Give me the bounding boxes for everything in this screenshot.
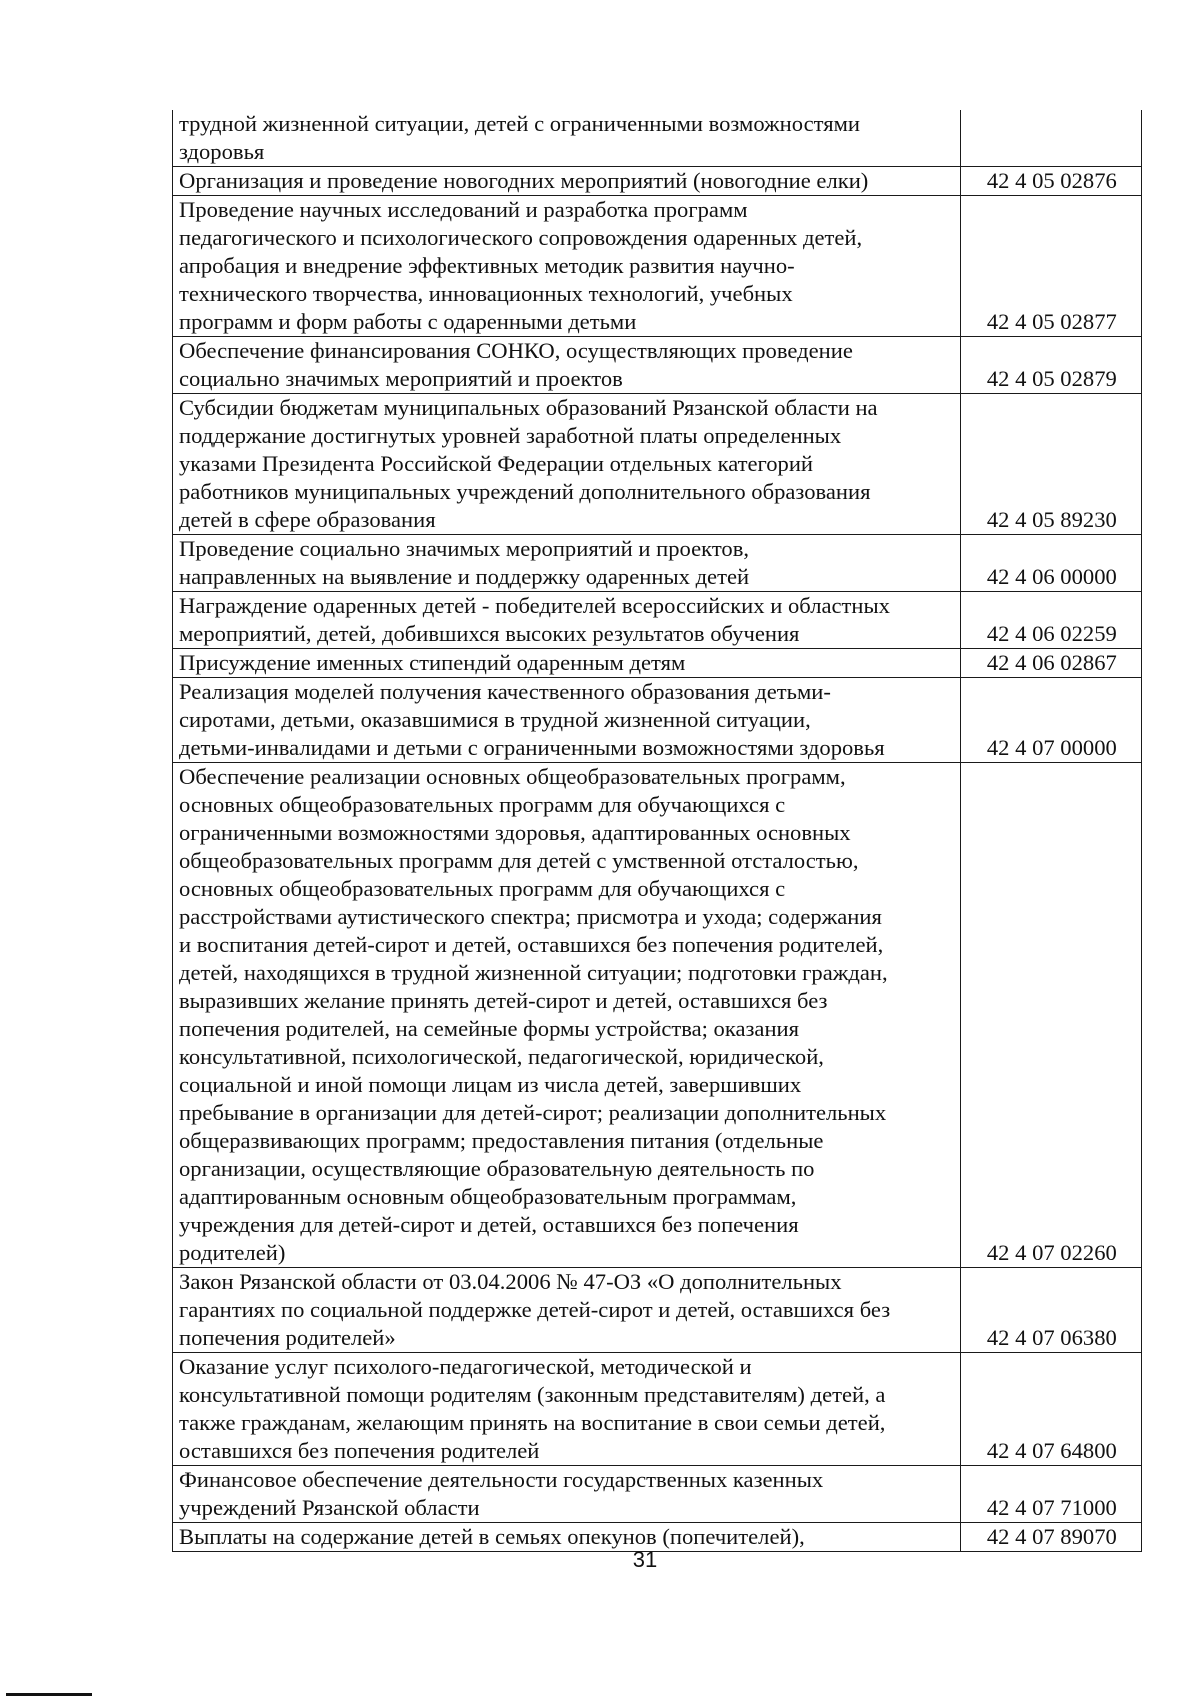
expense-name-cell (173, 196, 961, 337)
table-row (173, 167, 1142, 196)
expense-name-line: Проведение социально значимых мероприятий и проектов, (179, 536, 750, 561)
classification-code-cell: 42 4 07 00000 (960, 678, 1141, 763)
expense-name-line: попечения родителей, на семейные формы устройства; оказания (179, 1016, 800, 1041)
expense-name-cell (173, 167, 961, 196)
classification-code-cell: 42 4 05 02877 (960, 196, 1141, 337)
expense-name-line: основных общеобразовательных программ для обучающихся с (179, 876, 786, 901)
table-row (173, 535, 1142, 592)
expense-name-cell (173, 1353, 961, 1466)
expense-name-line: сиротами, детьми, оказавшимися в трудной жизненной ситуации, (179, 707, 811, 732)
expense-name-line: детей, находящихся в трудной жизненной ситуации; подготовки граждан, (179, 960, 888, 985)
expense-name-line: Закон Рязанской области от 03.04.2006 № 47-ОЗ «О дополнительных (179, 1269, 842, 1294)
expense-name-line: детьми-инвалидами и детьми с ограниченными возможностями здоровья (179, 735, 885, 760)
table-row (173, 394, 1142, 535)
table-row (173, 592, 1142, 649)
expense-name-line: направленных на выявление и поддержку одаренных детей (179, 564, 750, 589)
classification-code-cell: 42 4 05 89230 (960, 394, 1141, 535)
expense-name-line: Награждение одаренных детей - победителей всероссийских и областных (179, 593, 890, 618)
expense-name-line: программ и форм работы с одаренными детьми (179, 309, 637, 334)
expense-name-line: учреждения для детей-сирот и детей, оставшихся без попечения (179, 1212, 799, 1237)
expense-name-line: социально значимых мероприятий и проектов (179, 366, 623, 391)
classification-code-cell: 42 4 06 00000 (960, 535, 1141, 592)
expense-name-line: также гражданам, желающим принять на воспитание в свои семьи детей, (179, 1410, 886, 1435)
classification-code-cell: 42 4 06 02867 (960, 649, 1141, 678)
expense-name-line: общеобразовательных программ для детей с умственной отсталостью, (179, 848, 859, 873)
expense-name-line: социальной и иной помощи лицам из числа детей, завершивших (179, 1072, 802, 1097)
expense-name-cell (173, 110, 961, 167)
expense-name-line: Выплаты на содержание детей в семьях опекунов (попечителей), (179, 1524, 805, 1549)
expense-name-line: работников муниципальных учреждений дополнительного образования (179, 479, 871, 504)
expense-name-line: Финансовое обеспечение деятельности государственных казенных (179, 1467, 824, 1492)
expense-name-line: выразивших желание принять детей-сирот и детей, оставшихся без (179, 988, 828, 1013)
expense-name-line: и воспитания детей-сирот и детей, оставшихся без попечения родителей, (179, 932, 884, 957)
budget-classification-table (172, 110, 1142, 1552)
classification-code-cell: 42 4 05 02876 (960, 167, 1141, 196)
expense-name-line: Оказание услуг психолого-педагогической, методической и (179, 1354, 752, 1379)
classification-code-cell: 42 4 07 06380 (960, 1268, 1141, 1353)
expense-name-line: мероприятий, детей, добившихся высоких результатов обучения (179, 621, 800, 646)
table-body (173, 110, 1142, 1552)
expense-name-line: основных общеобразовательных программ для обучающихся с (179, 792, 786, 817)
expense-name-line: гарантиях по социальной поддержке детей-сирот и детей, оставшихся без (179, 1297, 891, 1322)
expense-name-line: пребывание в организации для детей-сирот; реализации дополнительных (179, 1100, 887, 1125)
expense-name-cell (173, 394, 961, 535)
expense-name-line: адаптированным основным общеобразовательным программам, (179, 1184, 797, 1209)
expense-name-line: консультативной, психологической, педагогической, юридической, (179, 1044, 824, 1069)
expense-name-cell (173, 1466, 961, 1523)
expense-name-line: Обеспечение реализации основных общеобразовательных программ, (179, 764, 846, 789)
expense-name-line: консультативной помощи родителям (законным представителям) детей, а (179, 1382, 886, 1407)
classification-code-cell: 42 4 05 02879 (960, 337, 1141, 394)
expense-name-cell (173, 649, 961, 678)
classification-code-cell: 42 4 07 89070 (960, 1523, 1141, 1552)
table-row (173, 1466, 1142, 1523)
page-number: 31 (632, 1547, 658, 1572)
expense-name-line: Проведение научных исследований и разработка программ (179, 197, 748, 222)
expense-name-line: поддержание достигнутых уровней заработной платы определенных (179, 423, 842, 448)
expense-name-cell (173, 678, 961, 763)
expense-name-line: расстройствами аутистического спектра; присмотра и ухода; содержания (179, 904, 882, 929)
classification-code-cell: 42 4 07 64800 (960, 1353, 1141, 1466)
table-row (173, 1268, 1142, 1353)
classification-code-cell (960, 110, 1141, 167)
expense-name-line: попечения родителей» (179, 1325, 396, 1350)
expense-name-line: детей в сфере образования (179, 507, 436, 532)
expense-name-cell (173, 535, 961, 592)
expense-name-line: Реализация моделей получения качественного образования детьми- (179, 679, 831, 704)
expense-name-line: здоровья (179, 139, 265, 164)
expense-name-cell (173, 1268, 961, 1353)
expense-name-line: ограниченными возможностями здоровья, адаптированных основных (179, 820, 851, 845)
classification-code-cell: 42 4 07 71000 (960, 1466, 1141, 1523)
expense-name-line: указами Президента Российской Федерации отдельных категорий (179, 451, 814, 476)
classification-code-cell: 42 4 06 02259 (960, 592, 1141, 649)
expense-name-cell (173, 763, 961, 1268)
expense-name-line: родителей) (179, 1240, 286, 1265)
expense-name-line: Присуждение именных стипендий одаренным детям (179, 650, 686, 675)
expense-name-line: технического творчества, инновационных технологий, учебных (179, 281, 793, 306)
expense-name-line: учреждений Рязанской области (179, 1495, 480, 1520)
expense-name-cell (173, 337, 961, 394)
expense-name-line: трудной жизненной ситуации, детей с ограниченными возможностями (179, 111, 860, 136)
footer-rule (6, 1693, 92, 1696)
expense-name-line: педагогического и психологического сопровождения одаренных детей, (179, 225, 863, 250)
classification-code-cell: 42 4 07 02260 (960, 763, 1141, 1268)
table-row (173, 110, 1142, 167)
table-row (173, 1353, 1142, 1466)
table-row (173, 337, 1142, 394)
expense-name-cell (173, 592, 961, 649)
table-row (173, 763, 1142, 1268)
table-row (173, 678, 1142, 763)
expense-name-line: Организация и проведение новогодних мероприятий (новогодние елки) (179, 168, 869, 193)
expense-name-line: апробация и внедрение эффективных методик развития научно- (179, 253, 795, 278)
table-row (173, 649, 1142, 678)
expense-name-line: Субсидии бюджетам муниципальных образований Рязанской области на (179, 395, 878, 420)
expense-name-line: оставшихся без попечения родителей (179, 1438, 540, 1463)
table-row (173, 196, 1142, 337)
expense-name-line: общеразвивающих программ; предоставления питания (отдельные (179, 1128, 824, 1153)
expense-name-line: организации, осуществляющие образовательную деятельность по (179, 1156, 815, 1181)
expense-name-line: Обеспечение финансирования СОНКО, осуществляющих проведение (179, 338, 853, 363)
